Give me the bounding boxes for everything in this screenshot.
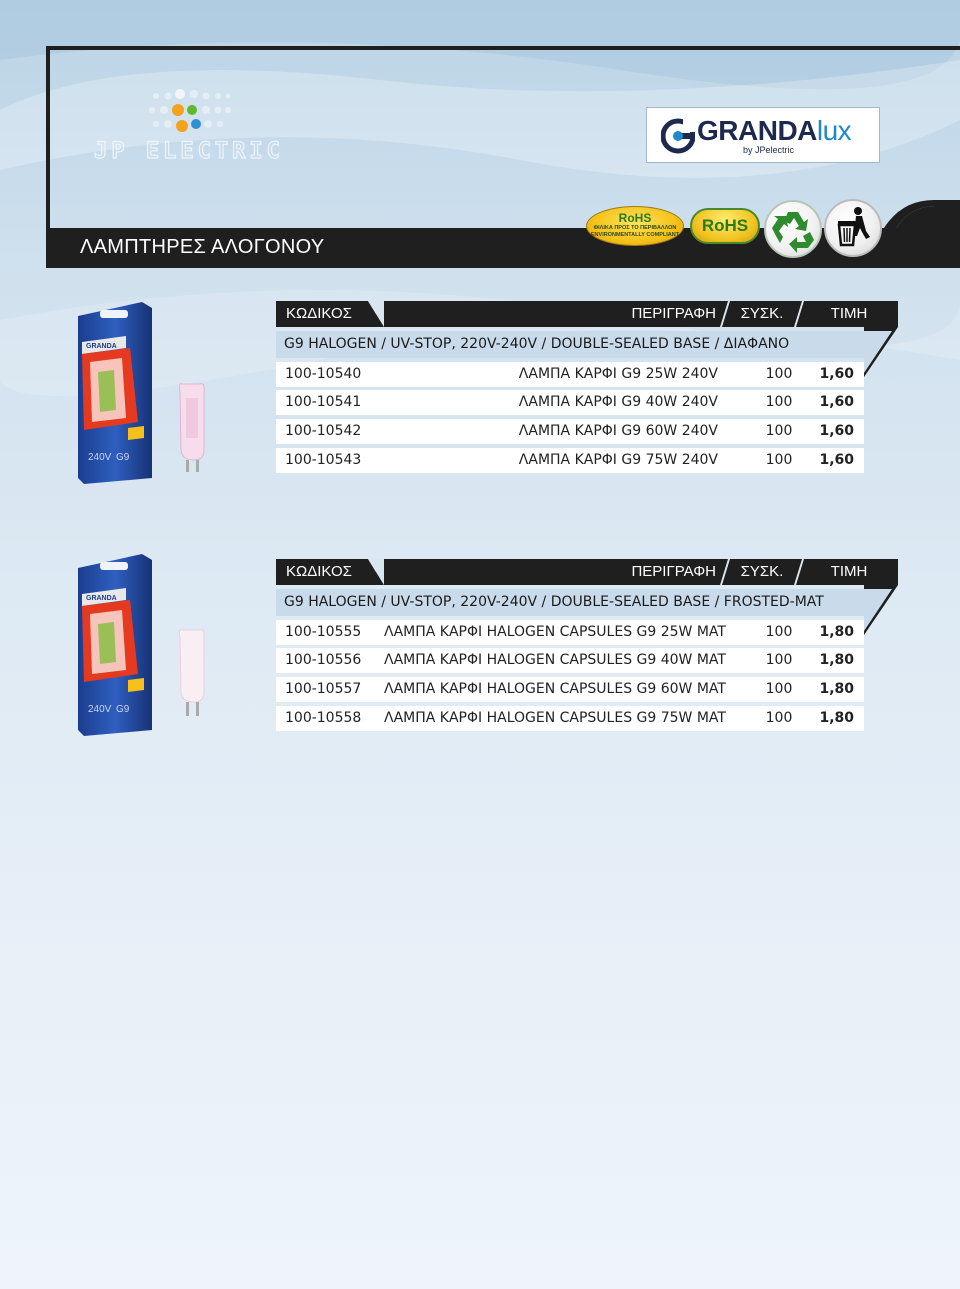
header-separator: [718, 301, 730, 327]
cell-pack: 100: [765, 394, 793, 411]
cell-code: 100-10540: [285, 365, 362, 382]
granda-logo-subtitle: by JPelectric: [743, 145, 795, 155]
cell-description: ΛΑΜΠΑ ΚΑΡΦΙ HALOGEN CAPSULES G9 40W MAT: [384, 652, 726, 669]
table-row: [276, 419, 864, 444]
header-separator: [792, 559, 804, 585]
cell-pack: 100: [765, 365, 793, 382]
jp-electric-dots-icon: [146, 88, 236, 136]
rohs-environment-badge: RoHS ΦΙΛΙΚΑ ΠΡΟΣ ΤΟ ΠΕΡΙΒΑΛΛΟΝ ENVIRONMENTALLY COMPLIANT: [586, 206, 684, 246]
cell-code: 100-10558: [285, 709, 362, 726]
page-title: ΛΑΜΠΤΗΡΕΣ ΑΛΟΓΟΝΟΥ: [80, 236, 325, 258]
package-base-label: G9: [116, 704, 130, 715]
table-row: [276, 620, 864, 645]
header-corner: [868, 301, 898, 327]
table-row: [276, 448, 864, 473]
cell-description: ΛΑΜΠΑ ΚΑΡΦΙ HALOGEN CAPSULES G9 60W MAT: [384, 681, 726, 698]
cell-description: ΛΑΜΠΑ ΚΑΡΦΙ G9 25W 240V: [518, 365, 718, 382]
cell-price: 1,60: [819, 451, 854, 468]
title-bar-curve: [884, 196, 960, 268]
cell-code: 100-10543: [285, 451, 362, 468]
column-header-price: ΤΙΜΗ: [800, 301, 898, 327]
granda-logo-text: GRANDAlux: [697, 115, 852, 146]
product-image-clear: [78, 302, 218, 484]
product-image-frosted: [78, 554, 218, 736]
column-header-pack: ΣΥΣΚ.: [720, 301, 804, 327]
group-title: G9 HALOGEN / UV-STOP, 220V-240V / DOUBLE-SEALED BASE / ΔΙΑΦΑΝΟ: [276, 331, 864, 358]
cell-price: 1,80: [819, 681, 854, 698]
column-header-description: ΠΕΡΙΓΡΑΦΗ: [376, 559, 722, 585]
cell-pack: 100: [765, 652, 793, 669]
header-corner: [868, 559, 898, 585]
cell-code: 100-10555: [285, 623, 362, 640]
cell-description: ΛΑΜΠΑ ΚΑΡΦΙ G9 40W 240V: [518, 394, 718, 411]
package-brand-label: GRANDA: [86, 595, 117, 602]
cell-price: 1,60: [819, 423, 854, 440]
table-header: [276, 559, 898, 585]
column-header-pack: ΣΥΣΚ.: [720, 559, 804, 585]
cell-description: ΛΑΜΠΑ ΚΑΡΦΙ HALOGEN CAPSULES G9 25W MAT: [384, 623, 726, 640]
cell-description: ΛΑΜΠΑ ΚΑΡΦΙ G9 60W 240V: [518, 423, 718, 440]
cell-price: 1,60: [819, 394, 854, 411]
recycle-icon: [766, 202, 820, 256]
group-title-wedge: [864, 585, 898, 643]
cell-code: 100-10542: [285, 423, 362, 440]
table-row: [276, 362, 864, 387]
table-header: [276, 301, 898, 327]
cell-pack: 100: [765, 681, 793, 698]
granda-g-icon: [661, 118, 695, 154]
header-separator: [362, 559, 384, 585]
group-title: G9 HALOGEN / UV-STOP, 220V-240V / DOUBLE-SEALED BASE / FROSTED-MAT: [276, 589, 864, 616]
header-separator: [718, 559, 730, 585]
cell-description: ΛΑΜΠΑ ΚΑΡΦΙ G9 75W 240V: [518, 451, 718, 468]
cell-price: 1,80: [819, 652, 854, 669]
cell-price: 1,60: [819, 365, 854, 382]
package-voltage-label: 240V: [88, 704, 112, 715]
cell-code: 100-10556: [285, 652, 362, 669]
cell-pack: 100: [765, 451, 793, 468]
group-title-wedge: [864, 327, 898, 385]
column-header-description: ΠΕΡΙΓΡΑΦΗ: [376, 301, 722, 327]
header-separator: [792, 301, 804, 327]
price-table-clear: [276, 301, 898, 473]
package-brand-label: GRANDA: [86, 343, 117, 350]
cell-pack: 100: [765, 709, 793, 726]
cell-code: 100-10557: [285, 681, 362, 698]
rohs-badge: RoHS: [690, 208, 760, 244]
table-row: [276, 390, 864, 415]
granda-lux-logo: [646, 107, 880, 163]
cell-pack: 100: [765, 423, 793, 440]
table-row: [276, 677, 864, 702]
table-row: [276, 706, 864, 731]
cell-description: ΛΑΜΠΑ ΚΑΡΦΙ HALOGEN CAPSULES G9 75W MAT: [384, 709, 726, 726]
column-header-code: ΚΩΔΙΚΟΣ: [276, 301, 366, 327]
cell-pack: 100: [765, 623, 793, 640]
package-base-label: G9: [116, 452, 130, 463]
cell-code: 100-10541: [285, 394, 362, 411]
cell-price: 1,80: [819, 623, 854, 640]
cell-price: 1,80: [819, 709, 854, 726]
price-table-frosted: [276, 559, 898, 731]
column-header-price: ΤΙΜΗ: [800, 559, 898, 585]
package-voltage-label: 240V: [88, 452, 112, 463]
column-header-code: ΚΩΔΙΚΟΣ: [276, 559, 366, 585]
header-separator: [362, 301, 384, 327]
weee-badge: [824, 199, 882, 257]
table-row: [276, 648, 864, 673]
recycle-badge: [764, 200, 822, 258]
jp-electric-logo-text: JP ELECTRIC: [94, 139, 284, 164]
trash-bin-icon: [826, 201, 880, 255]
